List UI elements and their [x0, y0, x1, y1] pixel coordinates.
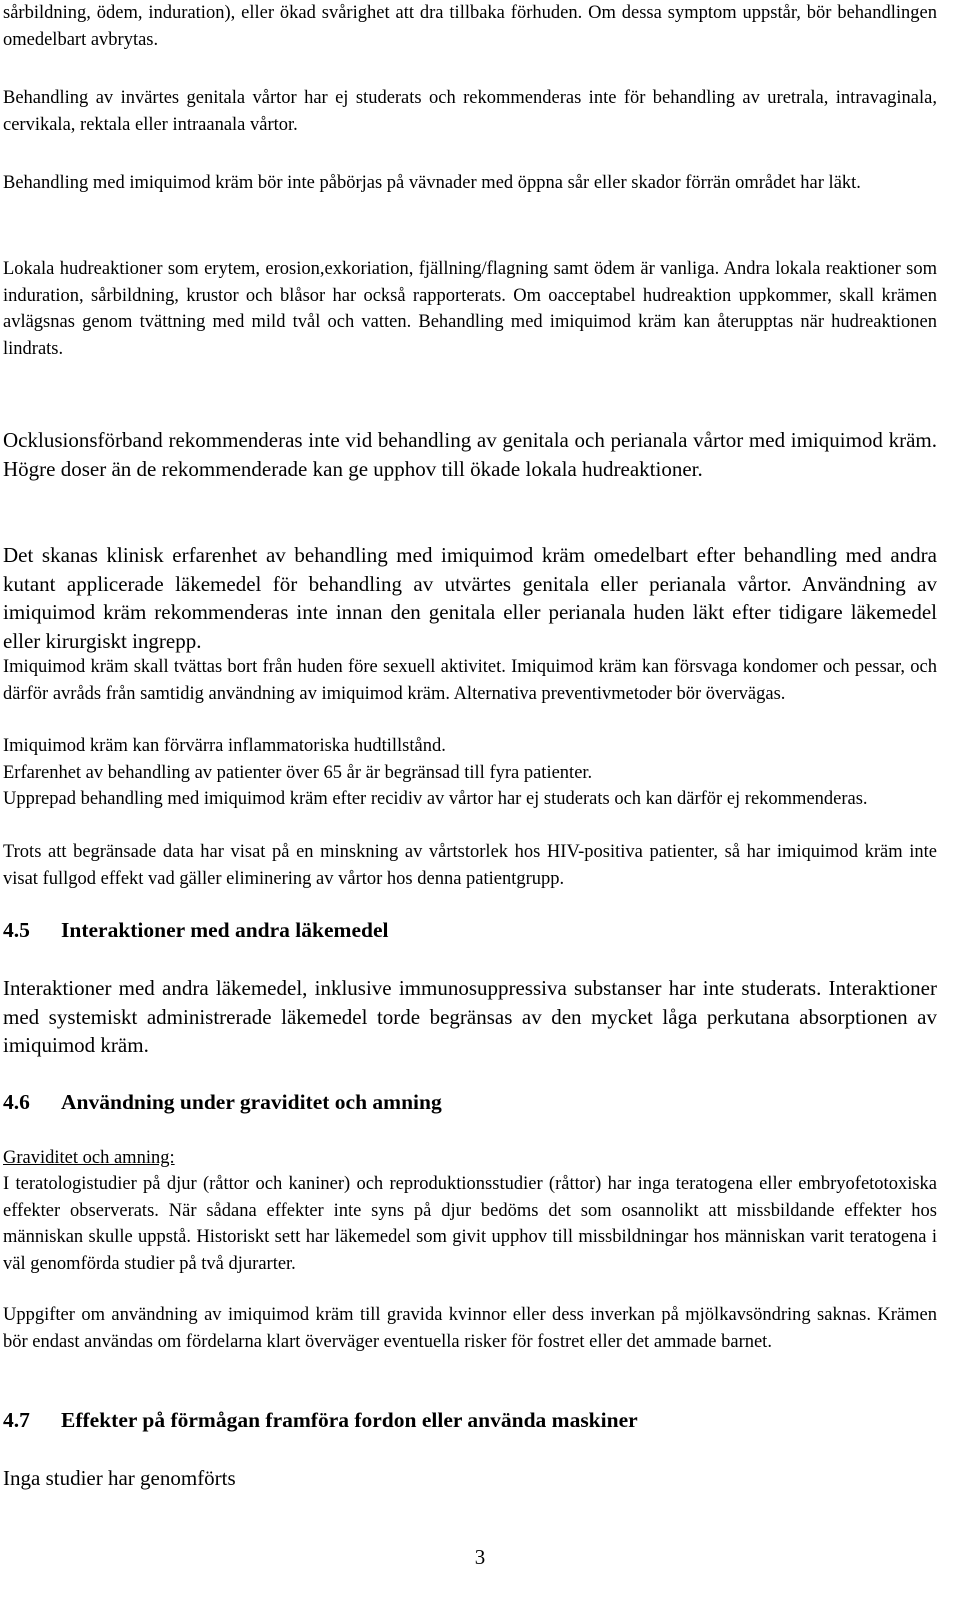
- paragraph-symptoms-stop-treatment: sårbildning, ödem, induration), eller ökad svårighet att dra tillbaka förhuden. Om dessa symptom uppstår, bör behandlingen omedelbart avbrytas.: [3, 3, 937, 50]
- section-number: 4.7: [3, 1408, 30, 1432]
- paragraph-elderly-patients: Erfarenhet av behandling av patienter över 65 år är begränsad till fyra patienter.: [3, 763, 593, 783]
- paragraph-hiv-patients: Trots att begränsade data har visat på en minskning av vårtstorlek hos HIV-positiva patienter, så har imiquimod kräm inte visat fullgod effekt vad gäller eliminering av vårtor hos denna patientgrupp.: [3, 842, 937, 889]
- subheading-pregnancy-lactation: Graviditet och amning:: [3, 1148, 175, 1168]
- section-title: Interaktioner med andra läkemedel: [61, 918, 389, 942]
- paragraph-internal-warts: Behandling av invärtes genitala vårtor har ej studerats och rekommenderas inte för behandling av uretrala, intravaginala, cervikala, rektala eller intraanala vårtor.: [3, 88, 937, 135]
- section-heading-interactions: [3, 916, 388, 944]
- paragraph-interactions: Interaktioner med andra läkemedel, inklusive immunosuppressiva substanser har inte studerats. Interaktioner med systemiskt administrerade läkemedel torde begränsas av den mycket låga perkutana absorptionen av imiquimod kräm.: [3, 976, 937, 1058]
- paragraph-local-skin-reactions: Lokala hudreaktioner som erytem, erosion,exkoriation, fjällning/flagning samt ödem är vanliga. Andra lokala reaktioner som induration, sårbildning, krustor och blåsor har också rapporterats. Om oacceptabel hudreaktion uppkommer, skall krämen avlägsnas genom tvättning med mild tvål och vatten. Behandling med imiquimod kräm kan återupptas när hudreaktionen lindrats.: [3, 259, 937, 359]
- page-number: 3: [474, 1545, 486, 1569]
- paragraph-repeated-treatment: Upprepad behandling med imiquimod kräm efter recidiv av vårtor har ej studerats och kan därför ej rekommenderas.: [3, 789, 868, 809]
- paragraph-occlusive-dressings: Ocklusionsförband rekommenderas inte vid behandling av genitala och perianala vårtor med imiquimod kräm. Högre doser än de rekommenderade kan ge upphov till ökade lokala hudreaktioner.: [3, 428, 937, 481]
- paragraph-clinical-experience: Det skanas klinisk erfarenhet av behandling med imiquimod kräm omedelbart efter behandling med andra kutant applicerade läkemedel för behandling av utvärtes genitala eller perianala vårtor. Användning av imiquimod kräm rekommenderas inte innan den genitala eller perianala huden läkt efter tidigare läkemedel eller kirurgiskt ingrepp.: [3, 543, 937, 653]
- section-number: 4.6: [3, 1090, 30, 1114]
- paragraph-sexual-activity: Imiquimod kräm skall tvättas bort från huden före sexuell aktivitet. Imiquimod kräm kan försvaga kondomer och pessar, och därför avråds från samtidig användning av imiquimod kräm. Alternativa preventivmetoder bör övervägas.: [3, 657, 937, 704]
- section-heading-driving: [3, 1406, 638, 1434]
- paragraph-no-studies: Inga studier har genomförts: [3, 1466, 236, 1490]
- paragraph-pregnant-women-data: Uppgifter om användning av imiquimod kräm till gravida kvinnor eller dess inverkan på mjölkavsöndring saknas. Krämen bör endast användas om fördelarna klart överväger eventuella risker för fostret eller det ammade barnet.: [3, 1305, 937, 1352]
- paragraph-teratology-studies: I teratologistudier på djur (råttor och kaniner) och reproduktionsstudier (råttor) har inga teratogena eller embryofetotoxiska effekter observerats. När sådana effekter inte syns på djur bedöms det som osannolikt att missbildande effekter hos människan skulle uppstå. Historiskt sett har läkemedel som givit upphov till missbildningar hos människan varit teratogena i väl genomförda studier på två djurarter.: [3, 1174, 937, 1274]
- paragraph-open-wounds: Behandling med imiquimod kräm bör inte påbörjas på vävnader med öppna sår eller skador förrän området har läkt.: [3, 173, 861, 193]
- section-heading-pregnancy: [3, 1088, 442, 1116]
- paragraph-inflammatory-conditions: Imiquimod kräm kan förvärra inflammatoriska hudtillstånd.: [3, 736, 446, 756]
- section-title: Effekter på förmågan framföra fordon eller använda maskiner: [61, 1408, 638, 1432]
- section-title: Användning under graviditet och amning: [61, 1090, 442, 1114]
- section-number: 4.5: [3, 918, 30, 942]
